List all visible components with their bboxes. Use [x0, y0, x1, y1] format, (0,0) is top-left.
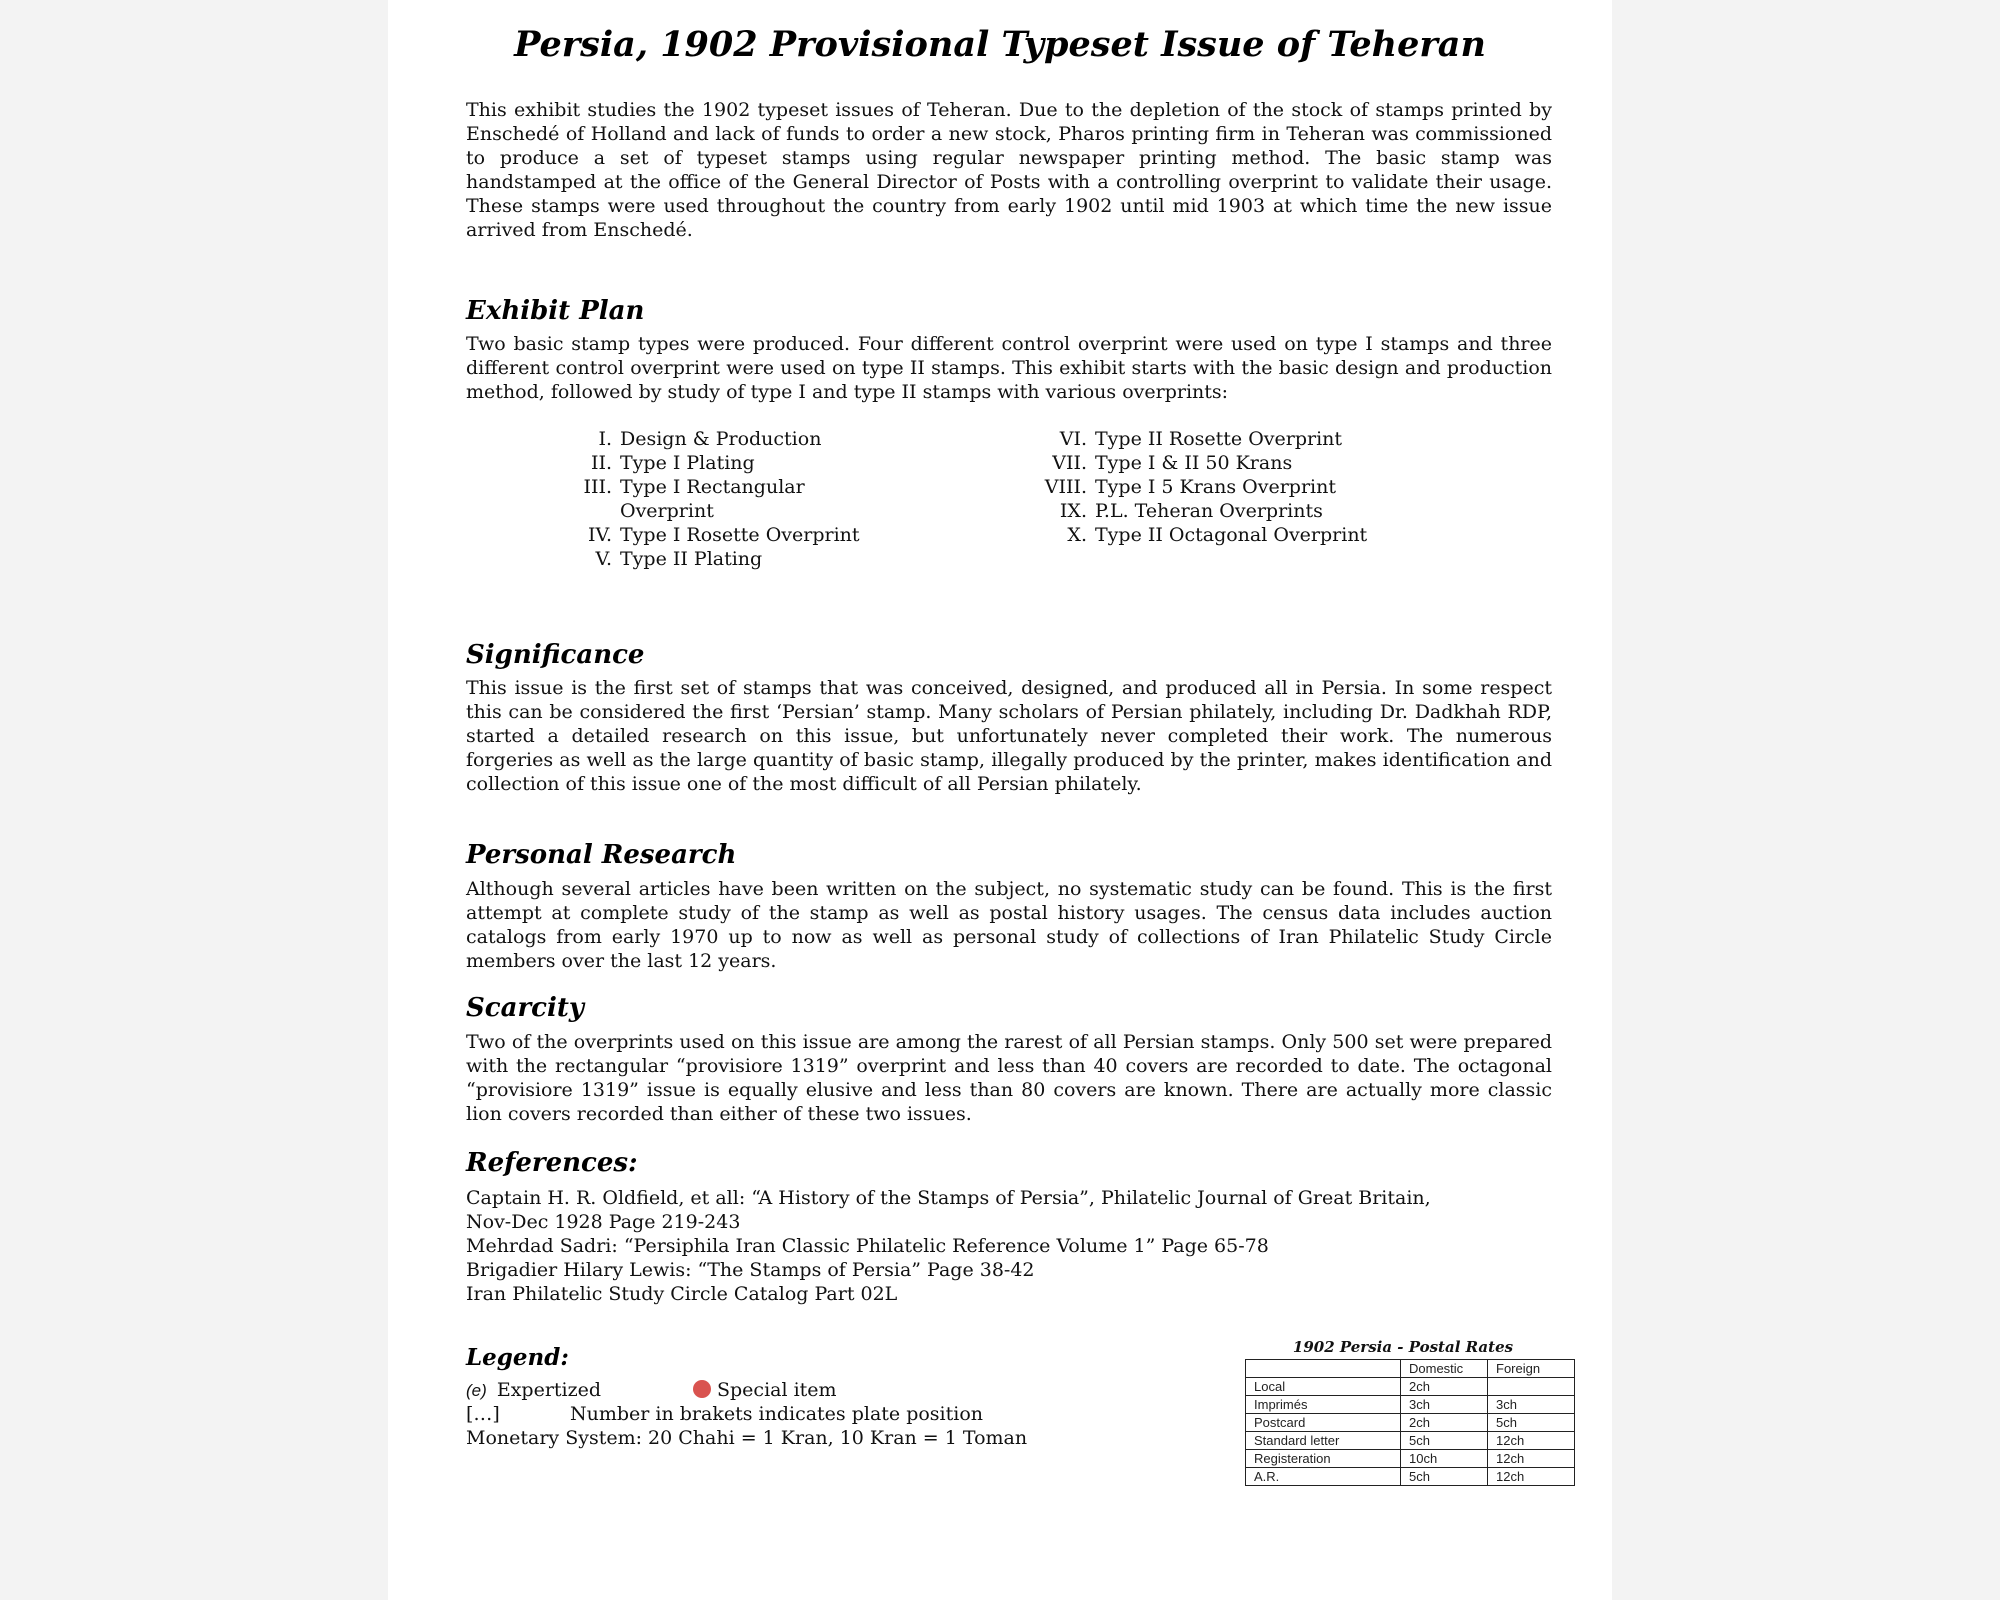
table-header-cell: Foreign — [1488, 1360, 1575, 1378]
plan-item — [570, 451, 870, 475]
table-row — [1246, 1432, 1575, 1450]
page-title: Persia, 1902 Provisional Typeset Issue of Teheran — [514, 24, 1486, 65]
postal-rates-table — [1245, 1359, 1575, 1486]
table-cell: 2ch — [1401, 1378, 1488, 1396]
plan-item-label: Type I Rosette Overprint — [620, 524, 860, 546]
table-header-row — [1246, 1360, 1575, 1378]
scarcity-paragraph: Two of the overprints used on this issue are among the rarest of all Persian stamps. Only 500 set were prepared with the rectangular “provisiore 1319” overprint and less than 40 covers are recorded to date. The octagonal “provisiore 1319” issue is equally elusive and less than 80 covers are known. There are actually more classic lion covers recorded than either of these two issues. — [466, 1031, 1552, 1125]
table-cell: 10ch — [1401, 1450, 1488, 1468]
personal-research-paragraph: Although several articles have been written on the subject, no systematic study can be found. This is the first attempt at complete study of the stamp as well as postal history usages. The census data includes auction catalogs from early 1970 up to now as well as personal study of collections of Iran Philatelic Study Circle members over the last 12 years. — [466, 878, 1552, 972]
table-cell: Postcard — [1246, 1414, 1401, 1432]
plan-item-label: Type II Octagonal Overprint — [1095, 524, 1368, 546]
table-cell: 3ch — [1401, 1396, 1488, 1414]
personal-research-heading: Personal Research — [466, 840, 737, 870]
plan-item — [1031, 499, 1451, 523]
plan-item-number: III. — [583, 476, 612, 498]
table-cell: 12ch — [1488, 1468, 1575, 1486]
legend-row-brackets — [466, 1402, 1027, 1426]
table-row — [1246, 1378, 1575, 1396]
plan-item-number: VIII. — [1044, 476, 1087, 498]
reference-line: Brigadier Hilary Lewis: “The Stamps of Persia” Page 38-42 — [466, 1259, 1035, 1281]
legend-block — [466, 1378, 1027, 1450]
table-cell: 2ch — [1401, 1414, 1488, 1432]
special-item-dot-icon — [693, 1380, 711, 1398]
table-row — [1246, 1450, 1575, 1468]
exhibit-page — [388, 0, 1612, 1600]
bracket-label: Number in brakets indicates plate position — [570, 1403, 984, 1425]
plan-item — [1031, 475, 1451, 499]
exhibit-plan-paragraph: Two basic stamp types were produced. Four different control overprint were used on type I stamps and three different control overprint were used on type II stamps. This exhibit starts with the basic design and production method, followed by study of type I and type II stamps with various overprints: — [466, 333, 1552, 403]
plan-item-label: Type I & II 50 Krans — [1095, 452, 1293, 474]
table-cell: 5ch — [1488, 1414, 1575, 1432]
plan-item-label: Type I Rectangular Overprint — [620, 476, 805, 522]
plan-item — [570, 547, 870, 571]
postal-rates-title: 1902 Persia - Postal Rates — [1292, 1338, 1514, 1356]
legend-heading: Legend: — [466, 1344, 569, 1371]
plan-item-number: V. — [595, 548, 612, 570]
plan-list-left — [570, 427, 870, 571]
plan-item — [570, 427, 870, 451]
scarcity-heading: Scarcity — [466, 993, 584, 1023]
plan-list-right — [1031, 427, 1451, 547]
plan-item-number: I. — [598, 428, 612, 450]
plan-item-label: Design & Production — [620, 428, 822, 450]
reference-line: Nov-Dec 1928 Page 219-243 — [466, 1211, 741, 1233]
table-header-cell — [1246, 1360, 1401, 1378]
expertized-mark: (e) — [466, 1381, 487, 1400]
table-header-cell: Domestic — [1401, 1360, 1488, 1378]
significance-paragraph: This issue is the first set of stamps that was conceived, designed, and produced all in Persia. In some respect this can be considered the first ‘Persian’ stamp. Many scholars of Persian philately, including Dr. Dadkhah RDP, started a detailed research on this issue, but unfortunately never completed their work. The numerous forgeries as well as the large quantity of basic stamp, illegally produced by the printer, makes identification and collection of this issue one of the most difficult of all Persian philately. — [466, 677, 1552, 795]
plan-item-label: Type II Rosette Overprint — [1095, 428, 1343, 450]
plan-item-label: P.L. Teheran Overprints — [1095, 500, 1323, 522]
plan-item — [1031, 451, 1451, 475]
plan-item-number: IV. — [588, 524, 612, 546]
table-cell: A.R. — [1246, 1468, 1401, 1486]
reference-line: Mehrdad Sadri: “Persiphila Iran Classic Philatelic Reference Volume 1” Page 65-78 — [466, 1235, 1269, 1257]
plan-item-label: Type II Plating — [620, 548, 763, 570]
plan-item-number: X. — [1067, 524, 1087, 546]
plan-item-number: II. — [590, 452, 612, 474]
table-cell: 12ch — [1488, 1432, 1575, 1450]
special-item-label: Special item — [717, 1379, 837, 1401]
table-cell: 5ch — [1401, 1468, 1488, 1486]
expertized-label: Expertized — [496, 1379, 602, 1401]
plan-item — [570, 523, 870, 547]
table-cell — [1488, 1378, 1575, 1396]
table-cell: Standard letter — [1246, 1432, 1401, 1450]
significance-heading: Significance — [466, 640, 645, 670]
table-cell: Registeration — [1246, 1450, 1401, 1468]
plan-item-label: Type I Plating — [620, 452, 755, 474]
table-cell: 3ch — [1488, 1396, 1575, 1414]
plan-item — [1031, 427, 1451, 451]
table-cell: Local — [1246, 1378, 1401, 1396]
intro-paragraph: This exhibit studies the 1902 typeset issues of Teheran. Due to the depletion of the stock of stamps printed by Enschedé of Holland and lack of funds to order a new stock, Pharos printing firm in Teheran was commissioned to produce a set of typeset stamps using regular newspaper printing method. The basic stamp was handstamped at the office of the General Director of Posts with a controlling overprint to validate their usage. These stamps were used throughout the country from early 1902 until mid 1903 at which time the new issue arrived from Enschedé. — [466, 99, 1552, 241]
table-cell: Imprimés — [1246, 1396, 1401, 1414]
references-heading: References: — [466, 1148, 638, 1178]
exhibit-plan-heading: Exhibit Plan — [466, 296, 645, 326]
plan-item-number: VI. — [1059, 428, 1087, 450]
reference-line: Captain H. R. Oldfield, et all: “A History of the Stamps of Persia”, Philatelic Journal of Great Britain, — [466, 1187, 1431, 1209]
table-cell: 5ch — [1401, 1432, 1488, 1450]
plan-item — [570, 475, 870, 523]
table-row — [1246, 1414, 1575, 1432]
plan-item-label: Type I 5 Krans Overprint — [1095, 476, 1336, 498]
table-row — [1246, 1396, 1575, 1414]
legend-row-expertized — [466, 1378, 1027, 1402]
plan-item — [1031, 523, 1451, 547]
plan-item-number: VII. — [1052, 452, 1087, 474]
references-list — [466, 1186, 1586, 1306]
reference-line: Iran Philatelic Study Circle Catalog Part 02L — [466, 1283, 898, 1305]
table-row — [1246, 1468, 1575, 1486]
bracket-mark: […] — [466, 1403, 500, 1425]
table-cell: 12ch — [1488, 1450, 1575, 1468]
plan-item-number: IX. — [1059, 500, 1087, 522]
legend-row-monetary: Monetary System: 20 Chahi = 1 Kran, 10 Kran = 1 Toman — [466, 1427, 1028, 1449]
